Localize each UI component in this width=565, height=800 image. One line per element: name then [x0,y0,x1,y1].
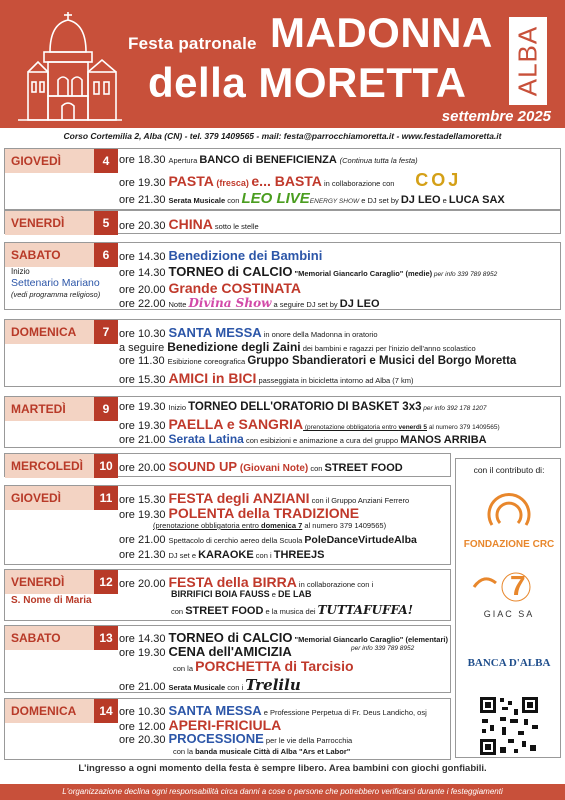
event-row: ore 20.30 CHINA sotto le stelle [119,216,259,232]
day-block-10 [4,453,451,477]
tuttafuffa-logo: TUTTAFUFFA! [317,603,414,617]
day-tag [5,320,113,344]
day-name: DOMENICA [11,325,77,339]
event-row: ore 14.30 Benedizione dei Bambini [119,248,323,263]
event-row: ore 15.30 FESTA degli ANZIANI con il Gruppo Anziani Ferrero [119,490,410,506]
day-tag [5,570,113,594]
footer-disclaimer: L'organizzazione declina ogni responsabilità circa danni a cose o persone che potrebbero verificarsi durante i festeggiamenti [0,784,565,800]
svg-text:7: 7 [510,570,526,601]
day-number: 5 [94,211,118,235]
divina-show-logo: Divina Show [188,296,272,310]
event-row: ore 19.30 CENA dell'AMICIZIA [119,644,292,659]
event-row: ore 21.30 Serata Musicale con LEO LIVEENERGY SHOW e DJ set by DJ LEO e LUCA SAX [119,190,505,207]
event-row: con la PORCHETTA di Tarcisio [173,658,354,674]
event-row: ore 18.30 Apertura BANCO di BENEFICIENZA (Continua tutta la festa) [119,154,418,166]
day-name: VENERDÌ [11,216,65,230]
day-block-6 [4,242,561,310]
event-row: ore 10.30 SANTA MESSA in onore della Madonna in oratorio [119,325,378,340]
event-info: per info 339 789 8952 [351,645,415,652]
banca-alba-logo: BANCA D'ALBA [467,657,551,669]
day-name: SABATO [11,248,61,262]
event-row: ore 11.30 Esibizione coreografica Gruppo Sbandieratori e Musici del Borgo Moretta [119,355,517,367]
day-tag [5,626,113,650]
event-row: a seguire Benedizione degli Zaini dei bambini e ragazzi per l'inizio dell'anno scolastico [119,340,476,354]
day-block-9 [4,396,561,448]
sponsors-intro: con il contributo di: [473,465,545,475]
event-row: ore 10.30 SANTA MESSA e Professione Perpetua di Fr. Deus Landicho, osj [119,703,427,718]
day-block-11 [4,485,451,565]
day-block-7 [4,319,561,387]
day-tag [5,397,113,421]
qr-code-icon [478,695,540,757]
city-label: ALBA [512,25,543,97]
event-row: ore 19.30 POLENTA della TRADIZIONE [119,505,360,521]
sub-nome-maria: S. Nome di Maria [11,595,92,606]
contact-address: Corso Cortemilia 2, Alba (CN) - tel. 379 1409565 - mail: festa@parrocchiamoretta.it - www.festadellamoretta.it [63,131,502,141]
trelilu-logo: Trelilu [245,676,301,694]
day-name: VENERDÌ [11,575,65,589]
event-row: ore 19.30 Inizio TORNEO DELL'ORATORIO DI BASKET 3x3 per info 392 178 1207 [119,401,487,413]
alba-box [509,17,547,105]
sub-settenario: Settenario Mariano [11,277,100,289]
giacosa-logo-icon [466,565,552,615]
crc-label: FONDAZIONE CRC [463,539,555,550]
day-number: 13 [94,626,118,650]
event-row: ore 15.30 AMICI in BICI passeggiata in bicicletta intorno ad Alba (7 km) [119,370,414,386]
day-tag [5,149,113,173]
day-number: 10 [94,454,118,478]
day-block-13 [4,625,451,693]
crc-logo-icon [480,483,538,533]
event-row: ore 21.30 DJ set e KARAOKE con i THREEJS [119,549,325,561]
day-name: DOMENICA [11,704,77,718]
event-row: ore 21.00 Serata Latina con esibizioni e animazione a cura del gruppo MANOS ARRIBA [119,432,487,446]
day-number: 11 [94,486,118,510]
day-block-14 [4,698,451,760]
festa-patronale-label: Festa patronale [128,34,257,53]
event-note: (prenotazione obbligatoria entro domenica 7 al numero 379 1409565) [153,521,387,530]
event-row: ore 12.00 APERI-FRICIULA [119,717,282,733]
day-name: MARTEDÌ [11,402,66,416]
giacosa-label: GIAC SA [483,609,535,619]
event-row: ore 14.30 TORNEO di CALCIO "Memorial Giancarlo Caraglio" (elementari) [119,630,448,645]
day-name: GIOVEDÌ [11,154,62,168]
day-tag [5,699,113,723]
event-row: con STREET FOOD e la musica dei TUTTAFUFFA! [171,603,414,617]
event-row: ore 22.00 Notte Divina Show a seguire DJ set by DJ LEO [119,296,380,310]
day-number: 4 [94,149,118,173]
event-row: ore 21.00 Spettacolo di cerchio aereo della Scuola PoleDanceVirtudeAlba [119,534,417,546]
event-row: ore 19.30 PASTA (fresca) e... BASTA in collaborazione con COJ [119,170,462,190]
event-row: BIRRIFICI BOIA FAUSS e DE LAB [171,589,312,599]
day-tag [5,243,113,267]
day-number: 6 [94,243,118,267]
day-tag [5,211,113,235]
day-number: 9 [94,397,118,421]
sponsors-panel [455,458,561,758]
day-number: 12 [94,570,118,594]
leo-live-logo: LEO LIVEENERGY SHOW [241,190,360,207]
day-name: SABATO [11,631,61,645]
title-della-moretta: della MORETTA [148,59,467,106]
day-tag [5,454,113,478]
footer-info: L'ingresso a ogni momento della festa è sempre libero. Area bambini con giochi gonfiabili. [78,763,487,774]
day-block-5 [4,210,561,234]
event-row: ore 20.30 PROCESSIONE per le vie della Parrocchia [119,731,353,746]
day-block-4 [4,148,561,210]
day-name: MERCOLEDÌ [11,459,83,473]
title-madonna: MADONNA [270,9,493,56]
day-tag [5,486,113,510]
day-name: GIOVEDÌ [11,491,62,505]
day-number: 7 [94,320,118,344]
event-row: ore 21.00 Serata Musicale con i Trelilu [119,676,301,694]
header-banner [0,0,565,128]
sub-programma: (vedi programma religioso) [11,290,101,299]
day-number: 14 [94,699,118,723]
coj-logo: COJ [415,170,462,190]
event-row: ore 20.00 Grande COSTINATA [119,280,301,296]
church-illustration [14,10,124,124]
event-row: ore 20.00 FESTA della BIRRA in collaborazione con i [119,574,374,590]
event-row: con la banda musicale Città di Alba "Ars et Labor" [173,747,351,756]
event-row: ore 14.30 TORNEO di CALCIO "Memorial Giancarlo Caraglio" (medie) per info 339 789 8952 [119,264,498,279]
date-label: settembre 2025 [441,108,551,125]
event-row: ore 20.00 SOUND UP (Giovani Note) con STREET FOOD [119,459,403,474]
sub-inizio: Inizio [11,267,30,276]
day-block-12 [4,569,451,621]
event-row: ore 19.30 PAELLA e SANGRIA (prenotazione obbligatoria entro venerdì 5 al numero 379 1409565) [119,416,500,432]
